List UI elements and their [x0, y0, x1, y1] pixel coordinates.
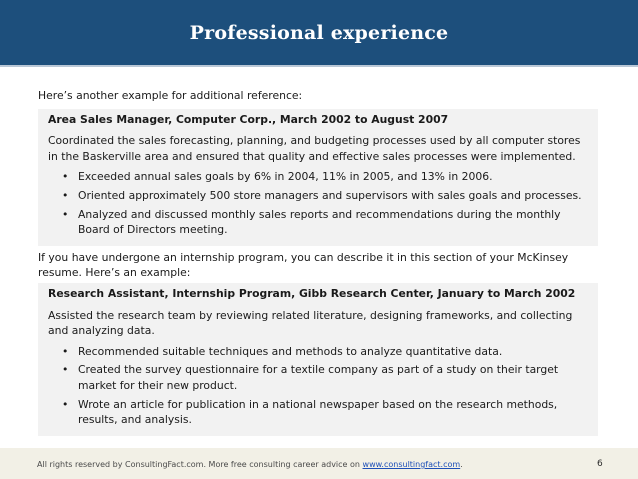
example-1-bullets: [48, 169, 590, 237]
bullet-item: [56, 169, 590, 185]
bullet-item: [56, 207, 590, 238]
footer-website-link[interactable]: www.consultingfact.com: [362, 460, 461, 469]
slide-content: [38, 88, 598, 436]
footer-copyright: All rights reserved by ConsultingFact.com. More free consulting career advice on: [37, 460, 363, 469]
bullet-text: Analyzed and discussed monthly sales reports and recommendations during the monthly Board of Directors meeting.: [78, 207, 561, 237]
bullet-item: [56, 344, 590, 360]
bullet-icon: •: [62, 207, 69, 221]
example-box-2: [38, 283, 598, 436]
example-box-1: [38, 109, 598, 246]
page-number: 6: [597, 459, 603, 469]
example-2-bullets: [48, 344, 590, 428]
bullet-item: [56, 188, 590, 204]
bullet-item: [56, 397, 590, 428]
footer-suffix: .: [460, 460, 463, 469]
intro-text-1: Here’s another example for additional reference:: [38, 89, 303, 102]
slide-title: Professional experience: [189, 21, 449, 44]
slide-header: [0, 0, 638, 65]
header-divider: [0, 65, 638, 67]
bullet-icon: •: [62, 363, 69, 377]
example-1-title: Area Sales Manager, Computer Corp., March 2002 to August 2007: [48, 112, 449, 126]
bullet-icon: •: [62, 170, 69, 184]
bullet-text: Wrote an article for publication in a national newspaper based on the research methods, results, and analysis.: [78, 397, 558, 427]
bullet-text: Exceeded annual sales goals by 6% in 2004, 11% in 2005, and 13% in 2006.: [78, 170, 493, 184]
bullet-text: Recommended suitable techniques and methods to analyze quantitative data.: [78, 344, 503, 358]
example-2-title: Research Assistant, Internship Program, Gibb Research Center, January to March 2002: [48, 286, 576, 300]
bullet-item: [56, 362, 590, 393]
example-2-description: Assisted the research team by reviewing related literature, designing frameworks, and collecting and analyzing data.: [48, 308, 573, 338]
bullet-icon: •: [62, 188, 69, 202]
bullet-text: Created the survey questionnaire for a textile company as part of a study on their target market for their new product.: [78, 363, 559, 392]
bullet-icon: •: [62, 397, 69, 411]
footer-text: [37, 460, 463, 469]
bullet-icon: •: [62, 344, 69, 358]
bullet-text: Oriented approximately 500 store managers and supervisors with sales goals and processes.: [78, 188, 582, 202]
example-1-description: Coordinated the sales forecasting, planning, and budgeting processes used by all computer stores in the Baskerville area and ensured that quality and effective sales processes were implemented.: [48, 134, 581, 163]
intro-text-2: If you have undergone an internship program, you can describe it in this section of your McKinsey resume. Here’s an example:: [38, 250, 569, 280]
